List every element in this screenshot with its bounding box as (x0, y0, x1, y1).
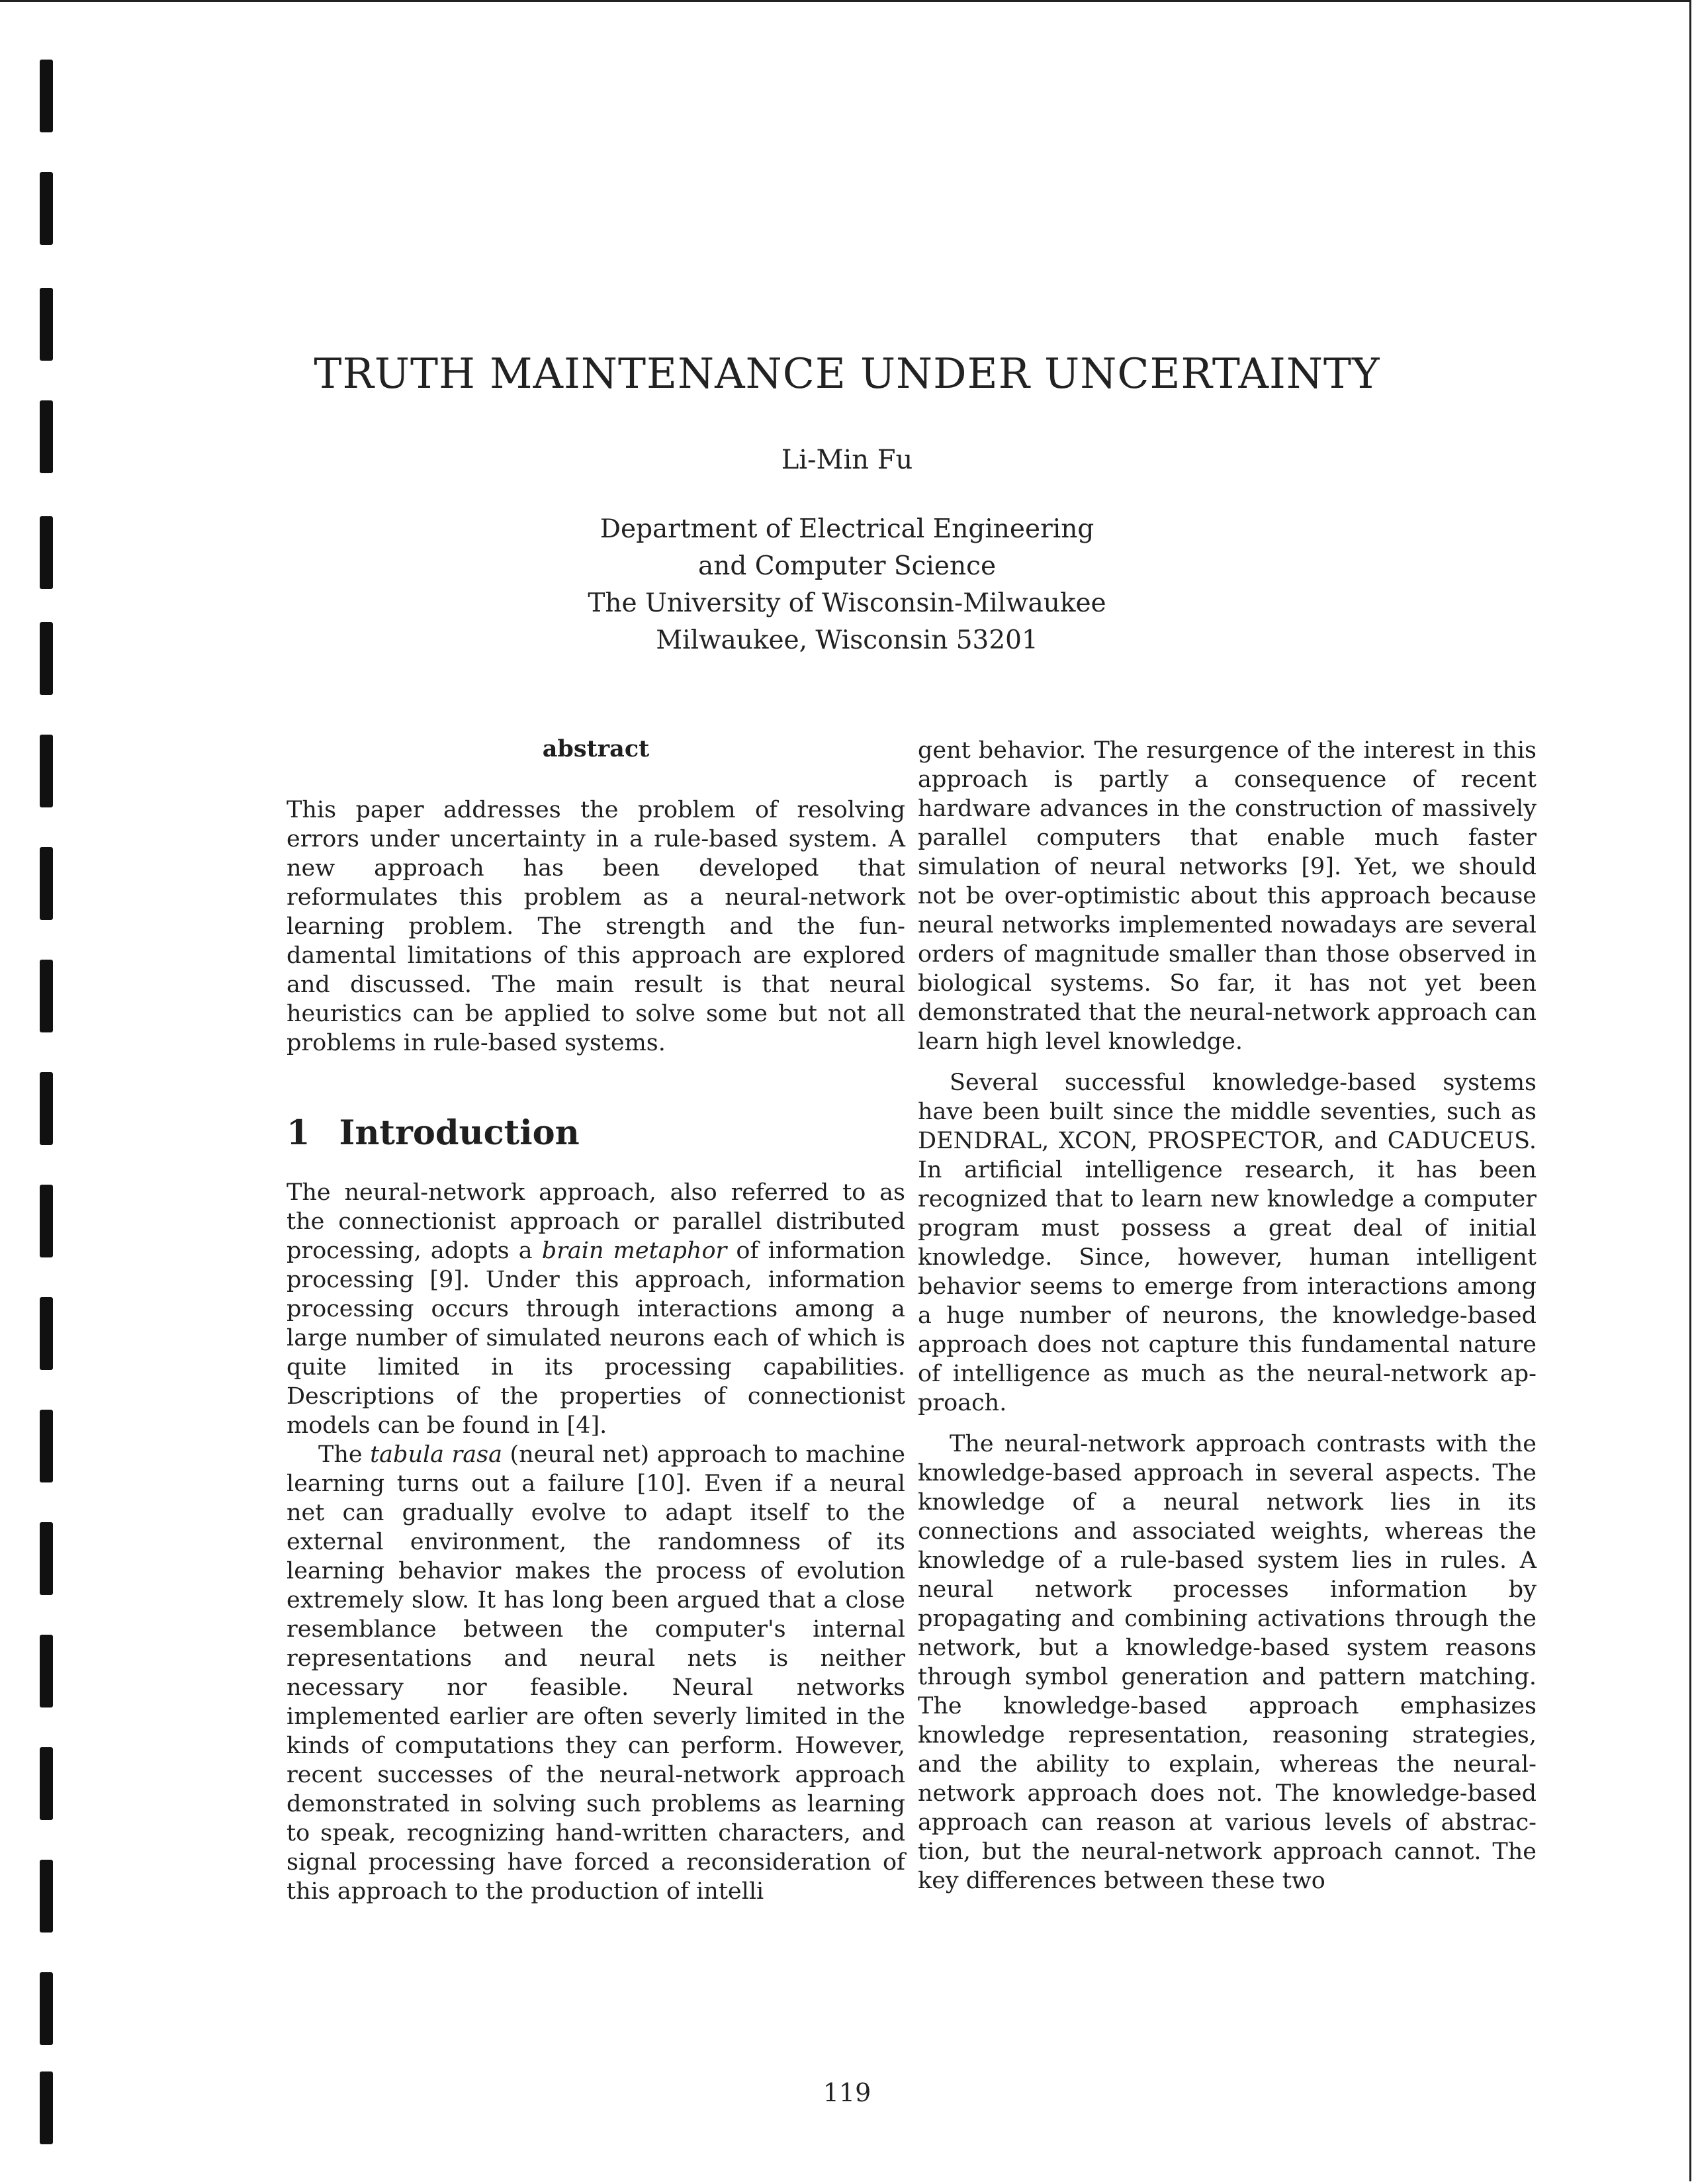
intro-paragraph-1 (287, 1178, 905, 1440)
binding-hole (40, 172, 53, 245)
binding-hole (40, 1747, 53, 1820)
abstract-heading: abstract (542, 735, 650, 762)
abstract-text: This paper addresses the problem of resolving errors under uncertainty in a rule-based system. A new approach has been developed that reformulates this problem as a neural-network learning problem. The strength and the fundamental limitations of this approach are explored and discussed. The main result is that neural heuristics can be applied to solve some but not all problems in rule-based systems. (287, 797, 905, 1056)
affiliation-line: and Computer Science (697, 551, 997, 581)
binding-hole (40, 960, 53, 1032)
intro-paragraph-4: Several successful knowledge-based systems have been built since the middle seventies, such as DENDRAL, XCON, PROSPECTOR, and CADUCEUS. In artificial intelligence research, it has been recognized that to learn new knowledge a computer program must possess a great deal of initial knowledge. Since, however, human intelligent behavior seems to emerge from interactions among a huge number of neurons, the knowledge-based approach does not capture this fundamental nature of intelligence as much as the neural-network approach. (918, 1069, 1537, 1416)
affiliation-line: Department of Electrical Engineering (600, 514, 1094, 544)
binding-hole (40, 847, 53, 920)
paper-author: Li-Min Fu (781, 445, 913, 475)
binding-hole (40, 1410, 53, 1482)
binding-hole (40, 1072, 53, 1145)
paper-title: TRUTH MAINTENANCE UNDER UNCERTAINTY (314, 349, 1380, 398)
binding-hole (40, 1860, 53, 1933)
section-number: 1 (287, 1113, 310, 1153)
intro-paragraph-2 (287, 1440, 905, 1906)
section-heading-introduction (287, 1113, 905, 1153)
binding-hole (40, 1522, 53, 1595)
page-number: 119 (823, 2078, 871, 2107)
intro-paragraph-3: gent behavior. The resurgence of the interest in this approach is partly a consequence of recent hardware advances in the construction of massively parallel computers that enable much faster simulation of neural networks [9]. Yet, we should not be over-optimistic about this approach because neural networks implemented nowadays are several orders of magnitude smaller than those observed in biological systems. So far, it has not yet been demonstrated that the neural-network approach can learn high level knowledge. (918, 737, 1537, 1055)
binding-hole (40, 1972, 53, 2045)
binding-hole (40, 735, 53, 807)
binding-hole (40, 60, 53, 132)
text-span: (neural net) approach to machine learning turns out a failure [10]. Even if a neural net can gradually evolve to adapt itself to the external environment, the randomness of its learning behavior makes the process of evolution extremely slow. It has long been argued that a close resemblance between the computer's internal representations and neural nets is neither necessary nor feasible. Neural networks implemented earlier are often severly limited in the kinds of computations they can perform. However, recent successes of the neural-network approach demonstrated in solving such problems as learning to speak, recognizing hand-written characters, and signal processing have forced a reconsideration of this approach to the production of intelli (287, 1441, 905, 1905)
left-column (287, 735, 905, 1906)
binding-hole (40, 1185, 53, 1257)
emphasis-text: tabula rasa (370, 1441, 502, 1468)
affiliation-line: Milwaukee, Wisconsin 53201 (656, 625, 1038, 655)
text-span: The (318, 1441, 371, 1468)
emphasis-text: brain metaphor (541, 1238, 727, 1264)
intro-paragraph-5: The neural-network approach contrasts with the knowledge-based approach in several aspects. The knowledge of a neural network lies in its connections and associated weights, whereas the knowledge of a rule-based system lies in rules. A neural network processes information by propagating and combining activations through the network, but a knowledge-based system reasons through symbol generation and pattern matching. The knowledge-based approach emphasizes knowledge representation, reasoning strategies, and the ability to explain, whereas the neural-network approach does not. The knowledge-based approach can reason at various levels of abstraction, but the neural-network approach cannot. The key differences between these two (918, 1431, 1537, 1894)
text-span: of information processing [9]. Under this approach, information processing occurs through interactions among a large number of simulated neurons each of which is quite limited in its processing capabilities. Descriptions of the properties of connectionist models can be found in [4]. (287, 1238, 905, 1439)
binding-hole (40, 1297, 53, 1370)
text-span: The neural-network approach, also referred to as the connectionist approach or parallel distributed processing, adopts a (287, 1179, 905, 1264)
section-title: Introduction (339, 1113, 580, 1153)
author-affiliation (0, 511, 1694, 659)
right-column (918, 736, 1537, 1895)
binding-hole (40, 1635, 53, 1707)
affiliation-line: The University of Wisconsin-Milwaukee (588, 588, 1106, 618)
